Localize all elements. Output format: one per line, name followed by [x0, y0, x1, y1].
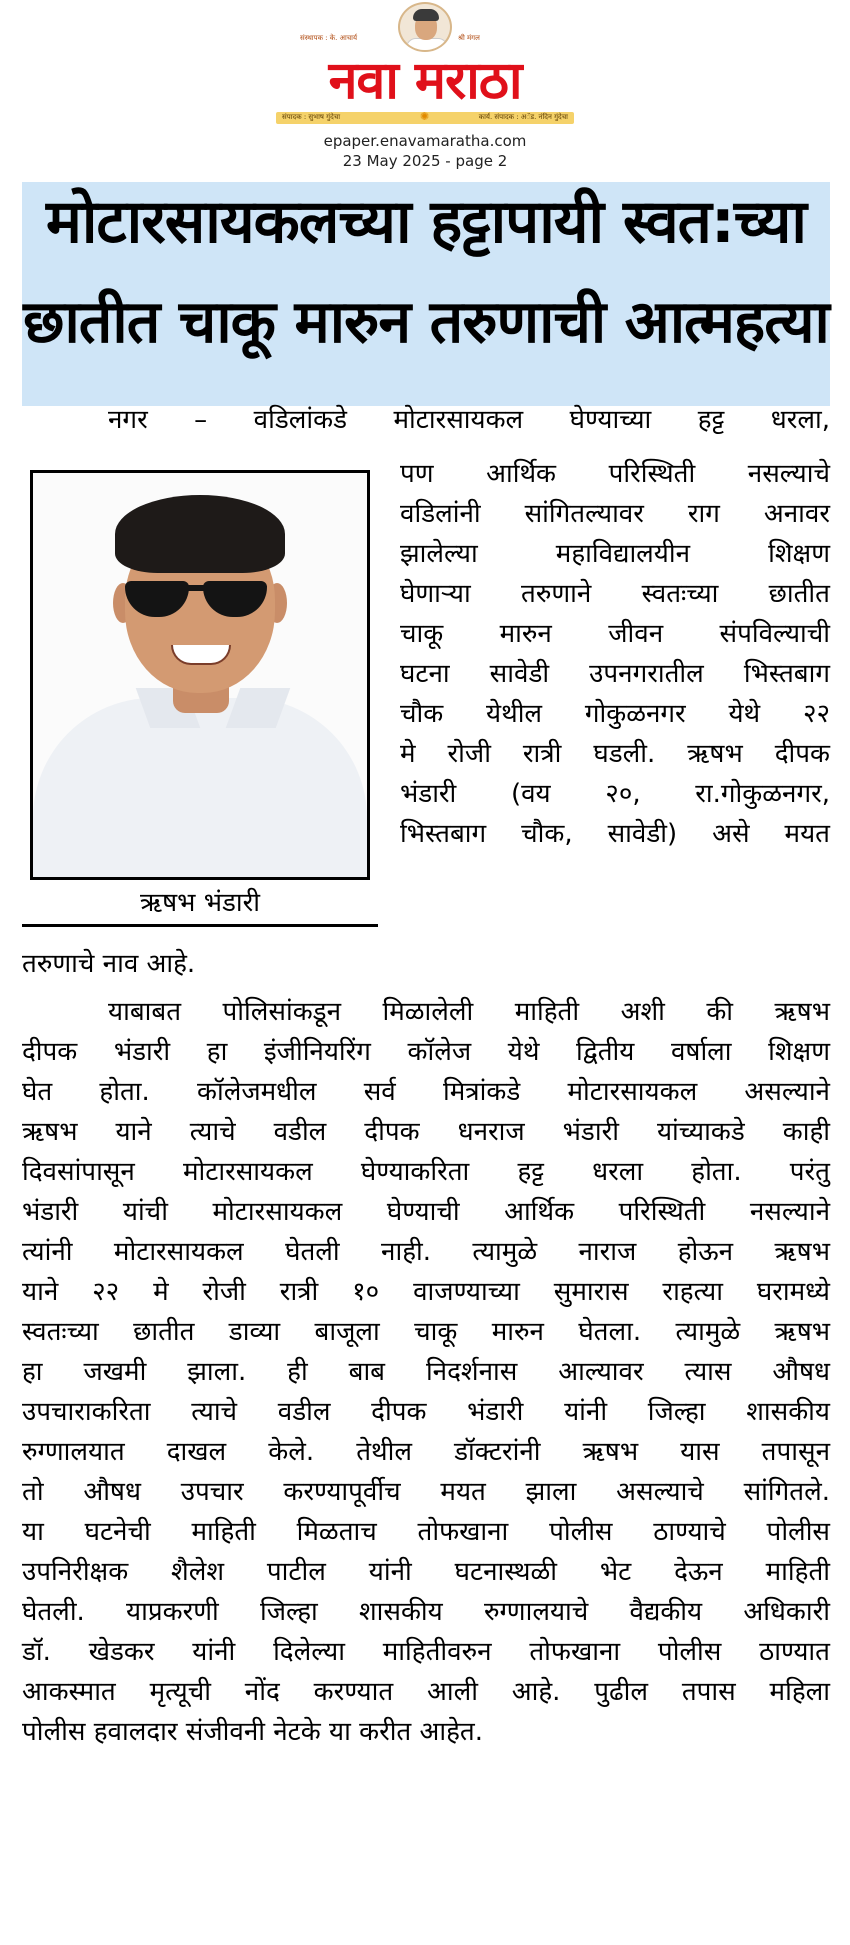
article-line: उपचाराकरिता त्याचे वडील दीपक भंडारी यांनी जिल्हा शासकीय [22, 1397, 830, 1427]
article-line: या घटनेची माहिती मिळताच तोफखाना पोलीस ठाण्याचे पोलीस [22, 1517, 830, 1547]
newspaper-logo: नवा मराठा [328, 51, 522, 111]
masthead-rule [276, 112, 574, 124]
article-line: दीपक भंडारी हा इंजीनियरिंग कॉलेज येथे द्वितीय वर्षाला शिक्षण [22, 1037, 830, 1067]
article-line: नगर – वडिलांकडे मोटारसायकल घेण्याच्या हट्ट धरला, [108, 405, 830, 435]
founder-portrait [398, 2, 452, 52]
article-line: तो औषध उपचार करण्यापूर्वीच मयत झाला असल्याचे सांगितले. [22, 1477, 830, 1507]
article-line: डॉ. खेडकर यांनी दिलेल्या माहितीवरुन तोफखाना पोलीस ठाण्यात [22, 1637, 830, 1667]
headline-line-2: छातीत चाकू मारुन तरुणाची आत्महत्या [23, 287, 829, 356]
article-line: झालेल्या महाविद्यालयीन शिक्षण [400, 539, 830, 569]
photo-caption: ऋषभ भंडारी [139, 888, 261, 918]
article-line: मे रोजी रात्री घडली. ऋषभ दीपक [400, 739, 830, 769]
article-line: घेणाऱ्या तरुणाने स्वतःच्या छातीत [400, 579, 830, 609]
article-line: घटना सावेडी उपनगरातील भिस्तबाग [400, 659, 830, 689]
article-line: भंडारी (वय २०, रा.गोकुळनगर, [400, 779, 830, 809]
masthead-tagline-right: श्री मंगल [458, 34, 480, 42]
article-line: घेत होता. कॉलेजमधील सर्व मित्रांकडे मोटारसायकल असल्याने [22, 1077, 830, 1107]
masthead-exec-editor: कार्य. संपादक : अॅड. नंदिन गुंदेचा [478, 113, 568, 121]
article-line: तरुणाचे नाव आहे. [22, 949, 196, 979]
article-line: चौक येथील गोकुळनगर येथे २२ [400, 699, 830, 729]
article-line: पोलीस हवालदार संजीवनी नेटके या करीत आहेत. [22, 1717, 483, 1747]
article-line: घेतली. याप्रकरणी जिल्हा शासकीय रुग्णालयाचे वैद्यकीय अधिकारी [22, 1597, 830, 1627]
article-line: त्यांनी मोटारसायकल घेतली नाही. त्यामुळे नाराज होऊन ऋषभ [22, 1237, 830, 1267]
article-line: वडिलांनी सांगितल्यावर राग अनावर [400, 499, 830, 529]
article-line: ऋषभ याने त्याचे वडील दीपक धनराज भंडारी यांच्याकडे काही [22, 1117, 830, 1147]
person-photo [30, 470, 370, 880]
article-line: भंडारी यांची मोटारसायकल घेण्याची आर्थिक परिस्थिती नसल्याने [22, 1197, 830, 1227]
masthead-editor: संपादक : सुभाष गुंदेचा [282, 113, 341, 121]
article-line: याने २२ मे रोजी रात्री १० वाजण्याच्या सुमारास राहत्या घरामध्ये [22, 1277, 830, 1307]
headline-box [22, 182, 830, 406]
article-line: भिस्तबाग चौक, सावेडी) असे मयत [400, 819, 830, 849]
article-line: याबाबत पोलिसांकडून मिळालेली माहिती अशी की ऋषभ [108, 997, 830, 1027]
sun-icon: ✺ [420, 110, 430, 123]
epaper-url[interactable]: epaper.enavamaratha.com [323, 132, 527, 150]
article-line: उपनिरीक्षक शैलेश पाटील यांनी घटनास्थळी भेट देऊन माहिती [22, 1557, 830, 1587]
article-line: स्वतःच्या छातीत डाव्या बाजूला चाकू मारुन घेतला. त्यामुळे ऋषभ [22, 1317, 830, 1347]
article-line: रुग्णालयात दाखल केले. तेथील डॉक्टरांनी ऋषभ यास तपासून [22, 1437, 830, 1467]
article-line: आकस्मात मृत्यूची नोंद करण्यात आली आहे. पुढील तपास महिला [22, 1677, 830, 1707]
article-line: पण आर्थिक परिस्थिती नसल्याचे [400, 459, 830, 489]
caption-divider [22, 924, 378, 927]
article-line: चाकू मारुन जीवन संपविल्याची [400, 619, 830, 649]
article-line: हा जखमी झाला. ही बाब निदर्शनास आल्यावर त्यास औषध [22, 1357, 830, 1387]
headline-line-1: मोटारसायकलच्या हट्टापायी स्वत:च्या [46, 187, 806, 257]
article-line: दिवसांपासून मोटारसायकल घेण्याकरिता हट्ट धरला होता. परंतु [22, 1157, 830, 1187]
masthead [0, 0, 850, 180]
edition-date-page: 23 May 2025 - page 2 [342, 152, 508, 170]
masthead-tagline-left: संस्थापक : के. आचार्य [300, 34, 358, 42]
